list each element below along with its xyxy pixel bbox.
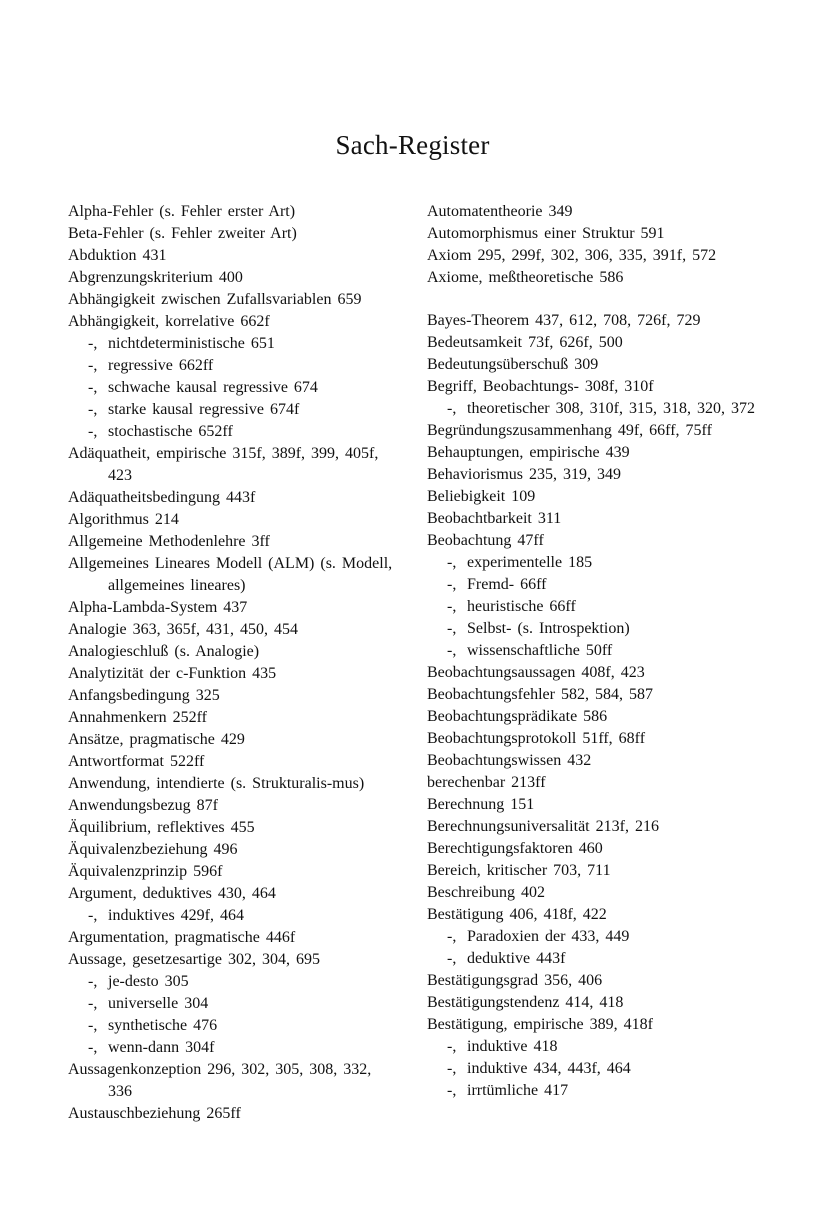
index-entry bbox=[68, 443, 400, 487]
index-entry bbox=[427, 245, 772, 267]
index-entry bbox=[68, 509, 400, 531]
entry-text: Anwendungsbezug 87f bbox=[68, 797, 218, 814]
entry-text: berechenbar 213ff bbox=[427, 774, 546, 791]
entry-text: Analogieschluß (s. Analogie) bbox=[68, 643, 260, 660]
entry-text: Aussagenkonzeption 296, 302, 305, 308, 332, 336 bbox=[68, 1061, 372, 1100]
entry-text: irrtümliche 417 bbox=[467, 1082, 569, 1099]
entry-text: Alpha-Fehler (s. Fehler erster Art) bbox=[68, 203, 296, 220]
subentry-dash: -, bbox=[88, 379, 98, 396]
entry-text: induktive 434, 443f, 464 bbox=[467, 1060, 631, 1077]
entry-text: Ansätze, pragmatische 429 bbox=[68, 731, 245, 748]
subentry-dash: -, bbox=[447, 1060, 457, 1077]
entry-text: Axiome, meßtheoretische 586 bbox=[427, 269, 624, 286]
entry-text: synthetische 476 bbox=[108, 1017, 218, 1034]
index-subentry bbox=[427, 398, 772, 420]
index-subentry bbox=[68, 333, 400, 355]
index-subentry bbox=[427, 948, 772, 970]
subentry-dash: -, bbox=[88, 423, 98, 440]
index-entry bbox=[68, 685, 400, 707]
entry-text: Bayes-Theorem 437, 612, 708, 726f, 729 bbox=[427, 312, 701, 329]
index-entry bbox=[68, 487, 400, 509]
index-subentry bbox=[68, 355, 400, 377]
subentry-dash: -, bbox=[447, 598, 457, 615]
entry-text: Beobachtungsfehler 582, 584, 587 bbox=[427, 686, 653, 703]
entry-text: Beobachtbarkeit 311 bbox=[427, 510, 562, 527]
index-subentry bbox=[68, 421, 400, 443]
index-entry bbox=[68, 245, 400, 267]
index-entry bbox=[427, 332, 772, 354]
entry-text: Argument, deduktives 430, 464 bbox=[68, 885, 276, 902]
entry-text: Abhängigkeit zwischen Zufallsvariablen 659 bbox=[68, 291, 362, 308]
entry-text: Bestätigung 406, 418f, 422 bbox=[427, 906, 607, 923]
entry-text: Alpha-Lambda-System 437 bbox=[68, 599, 248, 616]
index-subentry bbox=[68, 993, 400, 1015]
section-gap bbox=[427, 289, 772, 310]
index-entry bbox=[427, 201, 772, 223]
index-subentry bbox=[68, 377, 400, 399]
entry-text: Adäquatheit, empirische 315f, 389f, 399, 405f, 423 bbox=[68, 445, 379, 484]
index-entry bbox=[68, 201, 400, 223]
entry-text: Äquivalenzbeziehung 496 bbox=[68, 841, 238, 858]
entry-text: theoretischer 308, 310f, 315, 318, 320, 372 bbox=[467, 400, 755, 417]
entry-text: Bestätigungsgrad 356, 406 bbox=[427, 972, 603, 989]
subentry-dash: -, bbox=[447, 1082, 457, 1099]
subentry-dash: -, bbox=[447, 928, 457, 945]
entry-text: Antwortformat 522ff bbox=[68, 753, 205, 770]
index-entry bbox=[427, 464, 772, 486]
index-subentry bbox=[427, 1036, 772, 1058]
subentry-dash: -, bbox=[88, 357, 98, 374]
index-subentry bbox=[427, 552, 772, 574]
index-entry bbox=[427, 267, 772, 289]
index-entry bbox=[427, 508, 772, 530]
entry-text: stochastische 652ff bbox=[108, 423, 233, 440]
entry-text: Behauptungen, empirische 439 bbox=[427, 444, 630, 461]
index-entry bbox=[68, 883, 400, 905]
entry-text: Bedeutungsüberschuß 309 bbox=[427, 356, 599, 373]
index-entry bbox=[68, 641, 400, 663]
index-column-left bbox=[68, 201, 400, 1125]
entry-text: schwache kausal regressive 674 bbox=[108, 379, 318, 396]
index-entry bbox=[427, 486, 772, 508]
entry-text: experimentelle 185 bbox=[467, 554, 593, 571]
index-subentry bbox=[427, 574, 772, 596]
index-entry bbox=[68, 267, 400, 289]
entry-text: Berechtigungsfaktoren 460 bbox=[427, 840, 603, 857]
index-entry bbox=[427, 420, 772, 442]
subentry-dash: -, bbox=[88, 907, 98, 924]
index-entry bbox=[427, 530, 772, 552]
entry-text: Berechnungsuniversalität 213f, 216 bbox=[427, 818, 659, 835]
entry-text: Abhängigkeit, korrelative 662f bbox=[68, 313, 270, 330]
index-entry bbox=[427, 970, 772, 992]
entry-text: Äquilibrium, reflektives 455 bbox=[68, 819, 255, 836]
index-entry bbox=[427, 1014, 772, 1036]
entry-text: Axiom 295, 299f, 302, 306, 335, 391f, 572 bbox=[427, 247, 717, 264]
page-title: Sach-Register bbox=[335, 130, 490, 160]
index-entry bbox=[68, 795, 400, 817]
entry-text: Berechnung 151 bbox=[427, 796, 535, 813]
index-entry bbox=[68, 861, 400, 883]
index-entry bbox=[68, 839, 400, 861]
index-entry bbox=[427, 354, 772, 376]
subentry-dash: -, bbox=[88, 335, 98, 352]
index-entry bbox=[427, 816, 772, 838]
entry-text: Beobachtungswissen 432 bbox=[427, 752, 592, 769]
index-entry bbox=[68, 663, 400, 685]
index-entry bbox=[427, 223, 772, 245]
index-entry bbox=[427, 684, 772, 706]
index-subentry bbox=[68, 399, 400, 421]
index-entry bbox=[427, 772, 772, 794]
index-subentry bbox=[427, 640, 772, 662]
entry-text: Analogie 363, 365f, 431, 450, 454 bbox=[68, 621, 298, 638]
entry-text: deduktive 443f bbox=[467, 950, 566, 967]
index-subentry bbox=[427, 926, 772, 948]
index-entry bbox=[427, 860, 772, 882]
index-entry bbox=[68, 773, 400, 795]
index-entry bbox=[68, 289, 400, 311]
index-entry bbox=[427, 376, 772, 398]
entry-text: Beobachtung 47ff bbox=[427, 532, 544, 549]
subentry-dash: -, bbox=[447, 642, 457, 659]
entry-text: heuristische 66ff bbox=[467, 598, 576, 615]
index-entry bbox=[427, 706, 772, 728]
subentry-dash: -, bbox=[447, 620, 457, 637]
entry-text: Selbst- (s. Introspektion) bbox=[467, 620, 630, 637]
index-entry bbox=[68, 553, 400, 597]
entry-text: Austauschbeziehung 265ff bbox=[68, 1105, 241, 1122]
entry-text: starke kausal regressive 674f bbox=[108, 401, 300, 418]
entry-text: Beschreibung 402 bbox=[427, 884, 545, 901]
entry-text: induktive 418 bbox=[467, 1038, 558, 1055]
subentry-dash: -, bbox=[88, 1039, 98, 1056]
entry-text: induktives 429f, 464 bbox=[108, 907, 244, 924]
index-entry bbox=[427, 750, 772, 772]
entry-text: wissenschaftliche 50ff bbox=[467, 642, 613, 659]
index-entry bbox=[427, 882, 772, 904]
entry-text: Bereich, kritischer 703, 711 bbox=[427, 862, 611, 879]
subentry-dash: -, bbox=[447, 1038, 457, 1055]
index-subentry bbox=[427, 618, 772, 640]
entry-text: regressive 662ff bbox=[108, 357, 214, 374]
entry-text: wenn-dann 304f bbox=[108, 1039, 215, 1056]
entry-text: universelle 304 bbox=[108, 995, 209, 1012]
subentry-dash: -, bbox=[447, 400, 457, 417]
entry-text: Analytizität der c-Funktion 435 bbox=[68, 665, 277, 682]
entry-text: Äquivalenzprinzip 596f bbox=[68, 863, 223, 880]
entry-text: Paradoxien der 433, 449 bbox=[467, 928, 630, 945]
entry-text: Behaviorismus 235, 319, 349 bbox=[427, 466, 621, 483]
entry-text: Bestätigungstendenz 414, 418 bbox=[427, 994, 624, 1011]
index-subentry bbox=[427, 1080, 772, 1102]
index-subentry bbox=[68, 905, 400, 927]
index-subentry bbox=[68, 1037, 400, 1059]
index-entry bbox=[68, 223, 400, 245]
index-entry bbox=[68, 597, 400, 619]
entry-text: Bestätigung, empirische 389, 418f bbox=[427, 1016, 653, 1033]
subentry-dash: -, bbox=[88, 973, 98, 990]
entry-text: Anfangsbedingung 325 bbox=[68, 687, 220, 704]
entry-text: Beta-Fehler (s. Fehler zweiter Art) bbox=[68, 225, 297, 242]
subentry-dash: -, bbox=[447, 576, 457, 593]
index-entry bbox=[427, 838, 772, 860]
index-entry bbox=[427, 442, 772, 464]
entry-text: Annahmenkern 252ff bbox=[68, 709, 207, 726]
index-entry bbox=[68, 751, 400, 773]
index-entry bbox=[68, 311, 400, 333]
entry-text: Fremd- 66ff bbox=[467, 576, 547, 593]
subentry-dash: -, bbox=[447, 554, 457, 571]
entry-text: Adäquatheitsbedingung 443f bbox=[68, 489, 256, 506]
index-entry bbox=[68, 949, 400, 971]
index-entry bbox=[68, 817, 400, 839]
entry-text: Automorphismus einer Struktur 591 bbox=[427, 225, 665, 242]
index-entry bbox=[68, 729, 400, 751]
index-entry bbox=[427, 662, 772, 684]
entry-text: Abduktion 431 bbox=[68, 247, 167, 264]
index-subentry bbox=[68, 1015, 400, 1037]
entry-text: Argumentation, pragmatische 446f bbox=[68, 929, 296, 946]
entry-text: Beobachtungsaussagen 408f, 423 bbox=[427, 664, 645, 681]
entry-text: Allgemeines Lineares Modell (ALM) (s. Modell, allgemeines lineares) bbox=[68, 555, 393, 594]
index-entry bbox=[68, 1103, 400, 1125]
entry-text: Beobachtungsprotokoll 51ff, 68ff bbox=[427, 730, 646, 747]
entry-text: Beliebigkeit 109 bbox=[427, 488, 536, 505]
index-entry bbox=[427, 992, 772, 1014]
index-subentry bbox=[427, 1058, 772, 1080]
entry-text: Algorithmus 214 bbox=[68, 511, 179, 528]
index-entry bbox=[427, 794, 772, 816]
index-entry bbox=[68, 927, 400, 949]
entry-text: Anwendung, intendierte (s. Strukturalis-mus) bbox=[68, 775, 365, 792]
index-entry bbox=[427, 310, 772, 332]
index-entry bbox=[427, 728, 772, 750]
entry-text: Begriff, Beobachtungs- 308f, 310f bbox=[427, 378, 654, 395]
index-subentry bbox=[427, 596, 772, 618]
index-entry bbox=[68, 531, 400, 553]
entry-text: Aussage, gesetzesartige 302, 304, 695 bbox=[68, 951, 320, 968]
entry-text: Abgrenzungskriterium 400 bbox=[68, 269, 243, 286]
entry-text: nichtdeterministische 651 bbox=[108, 335, 275, 352]
index-entry bbox=[68, 1059, 400, 1103]
index-subentry bbox=[68, 971, 400, 993]
subentry-dash: -, bbox=[88, 995, 98, 1012]
index-entry bbox=[68, 619, 400, 641]
index-entry bbox=[427, 904, 772, 926]
entry-text: Beobachtungsprädikate 586 bbox=[427, 708, 608, 725]
subentry-dash: -, bbox=[88, 401, 98, 418]
subentry-dash: -, bbox=[447, 950, 457, 967]
entry-text: Allgemeine Methodenlehre 3ff bbox=[68, 533, 270, 550]
entry-text: Bedeutsamkeit 73f, 626f, 500 bbox=[427, 334, 623, 351]
entry-text: je-desto 305 bbox=[108, 973, 189, 990]
subentry-dash: -, bbox=[88, 1017, 98, 1034]
index-column-right bbox=[427, 201, 772, 1102]
index-entry bbox=[68, 707, 400, 729]
entry-text: Automatentheorie 349 bbox=[427, 203, 573, 220]
entry-text: Begründungszusammenhang 49f, 66ff, 75ff bbox=[427, 422, 712, 439]
